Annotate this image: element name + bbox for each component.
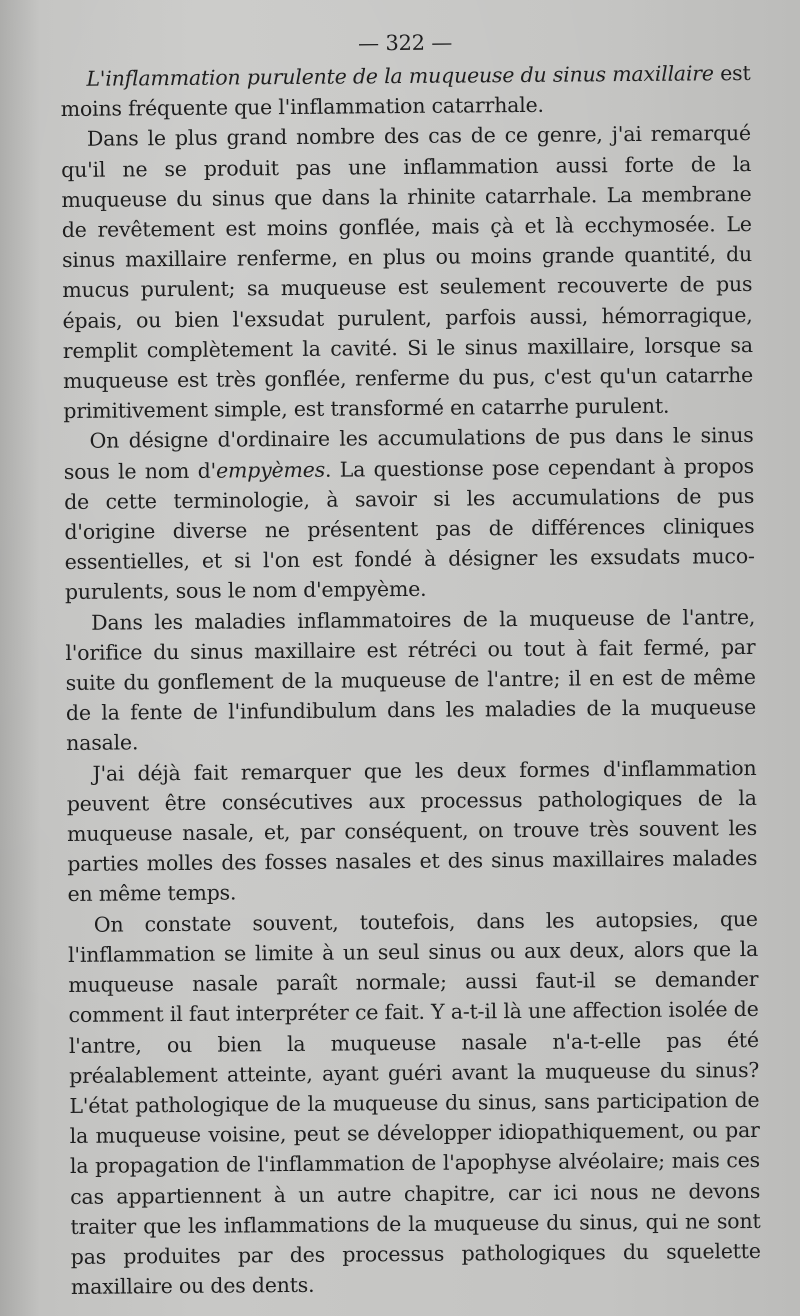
paragraph-4: Dans les maladies inflammatoires de la muqueuse de l'antre, l'orifice du sinus maxillaire est rétréci ou tout à fait fermé, par suite du gonflement de la muqueuse de l'antre; il en est de même de la fente de l'infundibulum dans les maladies de la muqueuse nasale.: [65, 604, 757, 756]
paragraph-2: Dans le plus grand nombre des cas de ce genre, j'ai remarqué qu'il ne se produit pas une inflammation aussi forte de la muqueuse du sinus que dans la rhinite catarrhale. La membrane de revêtement est moins gonflée, mais çà et là ecchymosée. Le sinus maxillaire renferme, en plus ou moins grande quantité, du mucus purulent; sa muqueuse est seulement recouverte de pus épais, ou bien l'exsudat purulent, parfois aussi, hémorragique, remplit complètement la cavité. Si le sinus maxillaire, lorsque sa muqueuse est très gonflée, renferme du pus, c'est qu'un catarrhe primitivement simple, est transformé en catarrhe purulent.: [61, 121, 754, 424]
page-text-block: [60, 22, 761, 1302]
paragraph-1-italic-lead: L'inflammation purulente de la muqueuse du sinus maxillaire: [86, 61, 714, 91]
paragraph-1-text: est moins fréquente que l'inflammation catarrhale.: [60, 60, 751, 122]
paragraph-3-text-before: On désigne d'ordinaire les accumulations de pus dans le sinus sous le nom d': [63, 423, 754, 484]
paragraph-1: [60, 58, 751, 124]
paragraph-3: [63, 420, 755, 607]
paragraph-5: J'ai déjà fait remarquer que les deux formes d'inflammation peuvent être consécutives aux processus pathologiques de la muqueuse nasale, et, par conséquent, on trouve très souvent les parties molles des fosses nasales et des sinus maxillaires malades en même temps.: [66, 755, 758, 907]
paragraph-6: On constate souvent, toutefois, dans les autopsies, que l'inflammation se limite à un seul sinus ou aux deux, alors que la muqueuse nasale paraît normale; aussi faut-il se demander comment il faut interpréter ce fait. Y a-t-il là une affection isolée de l'antre, ou bien la muqueuse nasale n'a-t-elle pas été préalablement atteinte, ayant guéri avant la muqueuse du sinus? L'état pathologique de la muqueuse du sinus, sans participation de la muqueuse voisine, peut se développer idiopathiquement, ou par la propagation de l'inflammation de l'apophyse alvéolaire; mais ces cas appartiennent à un autre chapitre, car ici nous ne devons traiter que les inflammations de la muqueuse du sinus, qui ne sont pas produites par des processus pathologiques du squelette maxillaire ou des dents.: [67, 906, 761, 1300]
paragraph-3-italic-term: empyèmes: [215, 457, 326, 483]
page-number: — 322 —: [358, 30, 453, 56]
paragraph-3-text-after: . La questionse pose cependant à propos de cette terminologie, à savoir si les accumulations de pus d'origine diverse ne présentent pas de différences cliniques essentielles, et si l'on est fondé à désigner les exsudats muco-purulents, sous le nom d'empyème.: [64, 453, 755, 605]
